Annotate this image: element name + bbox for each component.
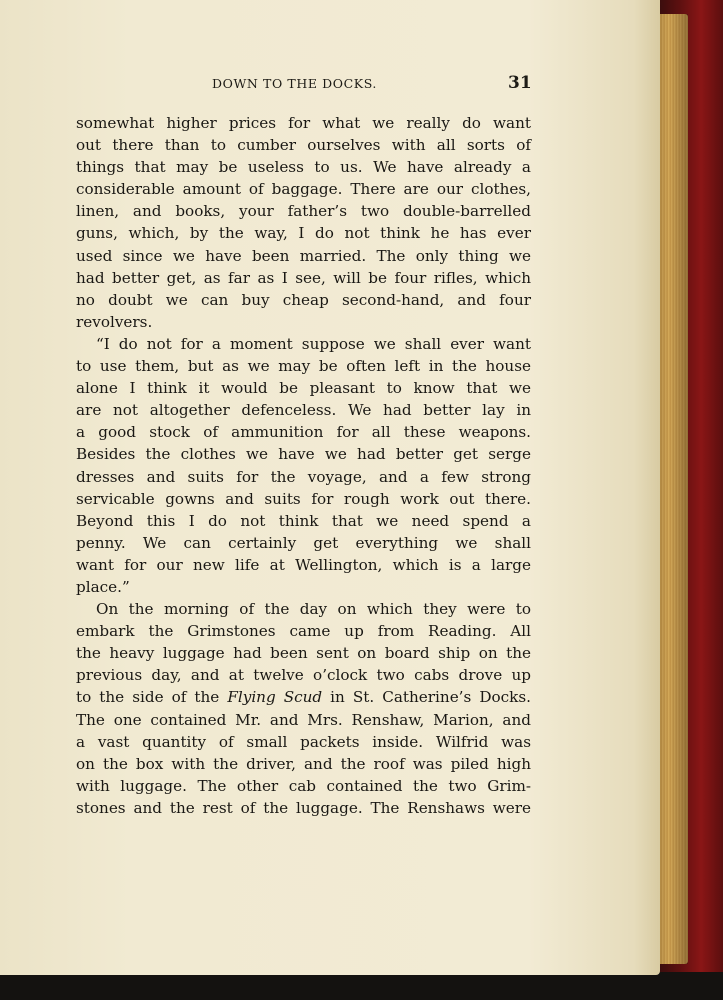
text-line: place.”: [76, 577, 130, 596]
text-line: a good stock of ammunition for all these weapons.: [76, 423, 531, 442]
text-line: things that may be useless to us. We have already a: [76, 158, 531, 177]
body-text: [76, 112, 531, 819]
text-line: linen, and books, your father’s two double-barrelled: [76, 202, 531, 221]
text-line: Beyond this I do not think that we need spend a: [76, 511, 531, 530]
page-number: 31: [508, 73, 532, 93]
text-line: used since we have been married. The only thing we: [76, 246, 531, 265]
text-line: want for our new life at Wellington, which is a large: [76, 555, 531, 574]
text-line: dresses and suits for the voyage, and a few strong: [76, 467, 531, 486]
text-line: “I do not for a moment suppose we shall ever want: [96, 334, 531, 353]
ship-name: Flying Scud: [227, 688, 323, 707]
text-line: a vast quantity of small packets inside. Wilfrid was: [76, 732, 531, 751]
text-line: On the morning of the day on which they were to: [96, 600, 531, 619]
text-line: to use them, but as we may be often left in the house: [76, 357, 531, 376]
text-line: Besides the clothes we have we had better get serge: [76, 445, 531, 464]
text-line: the heavy luggage had been sent on board ship on the: [76, 644, 531, 663]
text-line: somewhat higher prices for what we really do want: [76, 114, 531, 132]
text-segment: in St. Catherine’s Docks.: [322, 688, 531, 707]
text-line: guns, which, by the way, I do not think he has ever: [76, 224, 531, 243]
text-line: on the box with the driver, and the roof was piled high: [76, 754, 531, 773]
text-line: had better get, as far as I see, will be four rifles, which: [76, 268, 531, 287]
text-line: revolvers.: [76, 312, 153, 331]
text-line: out there than to cumber ourselves with all sorts of: [76, 136, 531, 155]
text-line: no doubt we can buy cheap second-hand, and four: [76, 290, 531, 309]
text-line: servicable gowns and suits for rough work out there.: [76, 489, 531, 508]
text-line: The one contained Mr. and Mrs. Renshaw, Marion, and: [76, 710, 531, 729]
text-line: alone I think it would be pleasant to know that we: [76, 379, 531, 398]
text-line: with luggage. The other cab contained the two Grim-: [76, 776, 531, 795]
text-line: considerable amount of baggage. There are our clothes,: [76, 180, 531, 199]
text-line: penny. We can certainly get everything we shall: [76, 533, 531, 552]
text-line: stones and the rest of the luggage. The Renshaws were: [76, 798, 531, 817]
text-segment: to the side of the: [76, 688, 228, 707]
text-line: are not altogether defenceless. We had better lay in: [76, 401, 531, 420]
running-head: [0, 73, 660, 96]
text-line: [76, 686, 531, 708]
text-line: previous day, and at twelve o’clock two cabs drove up: [76, 666, 531, 685]
text-line: embark the Grimstones came up from Reading. All: [76, 622, 531, 641]
chapter-title: DOWN TO THE DOCKS.: [212, 76, 377, 91]
background-strip: [0, 972, 723, 1000]
